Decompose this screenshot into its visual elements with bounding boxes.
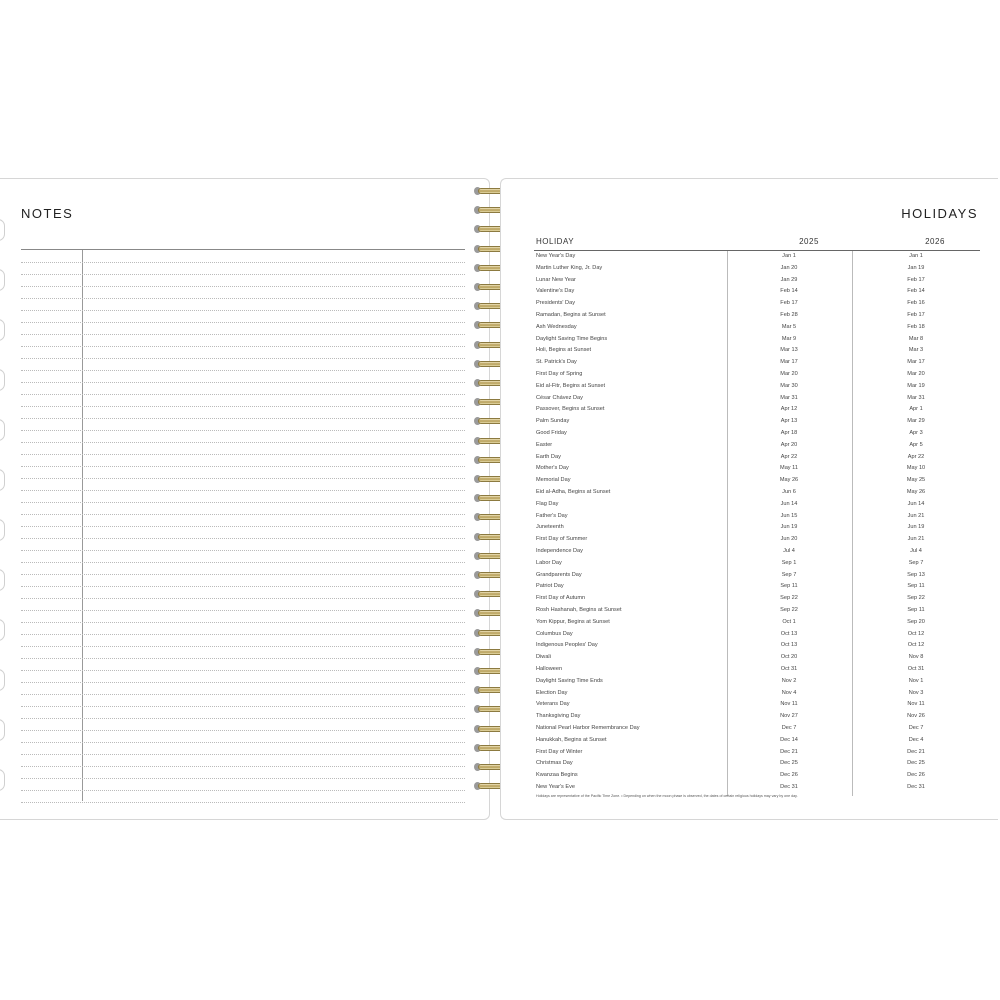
- date-2026: Sep 20: [907, 618, 925, 625]
- date-2026: Apr 22: [907, 453, 925, 460]
- ruled-line: [21, 634, 465, 635]
- date-2026: Feb 18: [907, 323, 925, 330]
- date-2026: May 25: [906, 477, 926, 484]
- ruled-line: [21, 778, 465, 779]
- date-2025: Jan 1: [782, 253, 796, 259]
- date-2026: Oct 12: [907, 630, 925, 637]
- date-2026: Jun 21: [907, 512, 925, 519]
- table-row: [534, 463, 980, 475]
- date-2026: Oct 31: [907, 666, 925, 672]
- ruled-line: [21, 718, 465, 719]
- table-row: [534, 286, 980, 298]
- table-row: [534, 334, 980, 346]
- holiday-name: Lunar New Year: [536, 276, 576, 283]
- date-2025: Feb 14: [780, 288, 798, 295]
- holiday-name: Earth Day: [536, 453, 561, 460]
- table-row: [534, 581, 980, 593]
- table-row: [534, 452, 980, 464]
- date-2025: Oct 13: [780, 642, 798, 649]
- holiday-name: Columbus Day: [536, 630, 573, 637]
- holiday-name: New Year's Day: [536, 253, 576, 259]
- tab-notch: [0, 219, 5, 241]
- table-header: [534, 235, 980, 251]
- date-2025: Apr 13: [780, 418, 798, 425]
- date-2025: Jun 19: [780, 524, 798, 531]
- date-2025: Apr 20: [780, 441, 798, 448]
- date-2025: Oct 31: [780, 666, 798, 672]
- ruled-line: [21, 562, 465, 563]
- table-row: [534, 605, 980, 617]
- holiday-name: Good Friday: [536, 430, 567, 436]
- holiday-name: Martin Luther King, Jr. Day: [536, 264, 603, 271]
- date-2026: Mar 3: [908, 347, 924, 354]
- table-row: [534, 310, 980, 322]
- date-2025: Jun 6: [782, 489, 796, 495]
- date-2026: Sep 11: [907, 607, 925, 613]
- date-2025: Oct 13: [780, 630, 798, 637]
- table-row: [534, 735, 980, 747]
- date-2025: Jan 29: [780, 276, 798, 283]
- holiday-name: Halloween: [536, 666, 563, 672]
- holiday-name: Independence Day: [536, 548, 583, 554]
- ruled-line: [21, 742, 465, 743]
- holiday-name: Valentine's Day: [536, 288, 575, 295]
- date-2026: Jan 19: [907, 264, 925, 271]
- holiday-name: Palm Sunday: [536, 418, 570, 425]
- ruled-line: [21, 394, 465, 395]
- table-row: [534, 640, 980, 652]
- date-2026: Jul 4: [910, 548, 922, 554]
- table-row: [534, 534, 980, 546]
- table-row: [534, 522, 980, 534]
- table-row: [534, 322, 980, 334]
- date-2026: Mar 20: [907, 371, 925, 377]
- holiday-name: Easter: [536, 441, 553, 448]
- date-2025: Dec 31: [780, 784, 798, 790]
- date-2025: Jan 20: [780, 264, 798, 271]
- holiday-name: Grandparents Day: [536, 571, 582, 578]
- date-2026: May 10: [906, 465, 926, 472]
- ruled-line: [21, 406, 465, 407]
- date-2026: Dec 7: [908, 725, 924, 731]
- holiday-name: First Day of Summer: [536, 536, 588, 543]
- date-2025: Jun 20: [780, 536, 798, 543]
- tab-notch: [0, 719, 5, 741]
- table-row: [534, 699, 980, 711]
- table-row: [534, 546, 980, 558]
- date-2026: Jun 14: [907, 500, 925, 507]
- table-body: [534, 251, 980, 796]
- table-row: [534, 629, 980, 641]
- date-2025: Apr 12: [780, 406, 798, 413]
- tab-notch: [0, 469, 5, 491]
- tab-notch: [0, 369, 5, 391]
- date-2026: May 26: [906, 489, 926, 495]
- ruled-line: [21, 298, 465, 299]
- column-header-2026: 2026: [925, 237, 945, 246]
- date-2026: Feb 16: [907, 300, 925, 307]
- holiday-name: Daylight Saving Time Begins: [536, 335, 608, 342]
- date-2025: Mar 13: [780, 347, 798, 354]
- ruled-line: [21, 610, 465, 611]
- table-row: [534, 393, 980, 405]
- date-2025: Nov 4: [781, 689, 797, 696]
- ruled-line: [21, 430, 465, 431]
- table-row: [534, 664, 980, 676]
- table-row: [534, 428, 980, 440]
- notes-lined-area[interactable]: [21, 249, 465, 801]
- date-2025: Jun 14: [780, 500, 798, 507]
- date-2026: Feb 17: [907, 312, 925, 318]
- date-2026: Dec 31: [907, 784, 925, 790]
- ruled-line: [21, 766, 465, 767]
- table-row: [534, 723, 980, 735]
- page-tab-edge: [0, 179, 6, 819]
- holiday-name: Father's Day: [536, 512, 568, 519]
- column-header-holiday: HOLIDAY: [536, 237, 575, 246]
- date-2025: Mar 30: [780, 382, 798, 389]
- ruled-line: [21, 442, 465, 443]
- holiday-name: Veterans Day: [536, 701, 570, 708]
- date-2025: Oct 1: [782, 618, 796, 625]
- table-row: [534, 711, 980, 723]
- date-2026: Feb 14: [907, 288, 925, 295]
- date-2025: Mar 20: [780, 371, 798, 377]
- date-2026: Apr 1: [909, 406, 923, 413]
- holiday-table: [534, 235, 980, 796]
- holiday-name: Indigenous Peoples' Day: [536, 642, 598, 649]
- tab-notch: [0, 769, 5, 791]
- date-2026: Mar 19: [907, 382, 925, 389]
- table-row: [534, 617, 980, 629]
- notes-page: [0, 178, 490, 820]
- table-row: [534, 263, 980, 275]
- date-2025: Jun 15: [780, 512, 798, 519]
- date-2025: Nov 11: [780, 701, 798, 708]
- table-row: [534, 475, 980, 487]
- table-row: [534, 404, 980, 416]
- date-2026: Nov 3: [908, 689, 924, 696]
- date-2026: Feb 17: [907, 276, 925, 283]
- holiday-name: Thanksgiving Day: [536, 713, 581, 720]
- table-row: [534, 570, 980, 582]
- ruled-line: [21, 526, 465, 527]
- ruled-line: [21, 514, 465, 515]
- holiday-name: Labor Day: [536, 559, 562, 566]
- ruled-line: [21, 754, 465, 755]
- tab-notch: [0, 419, 5, 441]
- date-2025: Oct 20: [780, 654, 798, 661]
- column-header-2025: 2025: [799, 237, 819, 246]
- holiday-name: Ramadan, Begins at Sunset: [536, 312, 606, 318]
- holiday-name: César Chávez Day: [536, 394, 583, 401]
- tab-notch: [0, 269, 5, 291]
- date-2026: Mar 17: [907, 359, 925, 366]
- ruled-line: [21, 790, 465, 791]
- date-2026: Mar 31: [907, 394, 925, 401]
- date-2025: Mar 17: [780, 359, 798, 366]
- holiday-name: Hanukkah, Begins at Sunset: [536, 736, 607, 743]
- ruled-line: [21, 670, 465, 671]
- date-2026: Dec 25: [907, 760, 925, 767]
- ruled-line: [21, 478, 465, 479]
- ruled-line: [21, 586, 465, 587]
- tab-notch: [0, 569, 5, 591]
- tab-notch: [0, 669, 5, 691]
- date-2025: Mar 9: [781, 335, 797, 342]
- date-2026: Dec 4: [908, 736, 924, 743]
- ruled-line: [21, 694, 465, 695]
- date-2025: Apr 22: [780, 453, 798, 460]
- ruled-line: [21, 322, 465, 323]
- date-2026: Sep 13: [907, 571, 925, 578]
- table-row: [534, 251, 980, 263]
- holiday-name: Presidents' Day: [536, 300, 575, 307]
- ruled-line: [21, 274, 465, 275]
- table-row: [534, 487, 980, 499]
- holiday-name: Election Day: [536, 689, 568, 696]
- holiday-name: Holi, Begins at Sunset: [536, 347, 592, 354]
- holiday-name: Christmas Day: [536, 760, 573, 767]
- ruled-line: [21, 682, 465, 683]
- ruled-line: [21, 262, 465, 263]
- date-2025: Sep 1: [781, 559, 797, 566]
- date-2025: Nov 2: [781, 677, 797, 684]
- date-2026: Jan 1: [909, 253, 923, 259]
- date-2025: Feb 17: [780, 300, 798, 307]
- date-2025: Dec 21: [780, 748, 798, 755]
- date-2026: Mar 29: [907, 418, 925, 425]
- date-2025: Dec 25: [780, 760, 798, 767]
- tab-notch: [0, 319, 5, 341]
- page-title: HOLIDAYS: [901, 206, 978, 221]
- date-2025: Jul 4: [783, 548, 795, 554]
- date-2025: Mar 31: [780, 394, 798, 401]
- table-row: [534, 416, 980, 428]
- date-2026: Dec 26: [907, 772, 925, 779]
- table-row: [534, 298, 980, 310]
- page-title: NOTES: [21, 206, 74, 221]
- holiday-name: New Year's Eve: [536, 784, 576, 790]
- holiday-name: Yom Kippur, Begins at Sunset: [536, 618, 610, 625]
- date-2026: Sep 11: [907, 583, 925, 590]
- ruled-line: [21, 550, 465, 551]
- table-row: [534, 782, 980, 794]
- date-2026: Sep 7: [908, 559, 924, 566]
- holiday-name: Patriot Day: [536, 583, 564, 590]
- holiday-name: First Day of Winter: [536, 748, 583, 755]
- table-row: [534, 652, 980, 664]
- date-2025: May 26: [779, 477, 799, 484]
- ruled-line: [21, 802, 465, 803]
- date-2026: Nov 1: [908, 677, 924, 684]
- holiday-name: First Day of Autumn: [536, 595, 586, 602]
- date-2026: Oct 12: [907, 642, 925, 649]
- table-row: [534, 275, 980, 287]
- ruled-line: [21, 334, 465, 335]
- date-2026: Sep 22: [907, 595, 925, 602]
- ruled-line: [21, 622, 465, 623]
- date-2026: Nov 11: [907, 701, 925, 708]
- date-2026: Jun 19: [907, 524, 925, 531]
- date-2025: Sep 22: [780, 607, 798, 613]
- date-2026: Apr 5: [909, 441, 923, 448]
- table-row: [534, 558, 980, 570]
- holidays-page: [500, 178, 998, 820]
- holiday-name: Rosh Hashanah, Begins at Sunset: [536, 607, 622, 613]
- table-row: [534, 688, 980, 700]
- date-2025: Sep 11: [780, 583, 798, 590]
- holiday-name: Flag Day: [536, 500, 559, 507]
- holiday-name: St. Patrick's Day: [536, 359, 577, 366]
- table-row: [534, 593, 980, 605]
- tab-notch: [0, 619, 5, 641]
- date-2025: Apr 18: [780, 430, 798, 436]
- ruled-line: [21, 382, 465, 383]
- holiday-name: National Pearl Harbor Remembrance Day: [536, 725, 640, 731]
- ruled-line: [21, 502, 465, 503]
- holiday-name: Eid al-Fitr, Begins at Sunset: [536, 382, 606, 389]
- date-2025: May 11: [780, 465, 798, 472]
- ruled-line: [21, 598, 465, 599]
- ruled-line: [21, 370, 465, 371]
- date-2025: Feb 28: [780, 312, 798, 318]
- date-2025: Dec 14: [780, 736, 798, 743]
- holiday-name: Mother's Day: [536, 465, 569, 472]
- date-2026: Jun 21: [907, 536, 925, 543]
- date-2026: Mar 8: [908, 335, 924, 342]
- date-2025: Dec 7: [781, 725, 797, 731]
- table-row: [534, 369, 980, 381]
- holiday-name: Juneteenth: [536, 524, 564, 531]
- table-row: [534, 770, 980, 782]
- ruled-line: [21, 454, 465, 455]
- table-row: [534, 440, 980, 452]
- holiday-name: Memorial Day: [536, 477, 571, 484]
- ruled-line: [21, 310, 465, 311]
- ruled-line: [21, 466, 465, 467]
- table-row: [534, 511, 980, 523]
- ruled-line: [21, 418, 465, 419]
- tab-notch: [0, 519, 5, 541]
- table-row: [534, 345, 980, 357]
- ruled-line: [21, 574, 465, 575]
- holiday-name: Daylight Saving Time Ends: [536, 677, 603, 684]
- holiday-name: Kwanzaa Begins: [536, 772, 578, 779]
- ruled-line: [21, 490, 465, 491]
- ruled-line: [21, 346, 465, 347]
- holiday-name: Passover, Begins at Sunset: [536, 406, 605, 413]
- date-2025: Sep 7: [781, 571, 797, 578]
- date-2025: Mar 5: [781, 323, 797, 330]
- table-row: [534, 499, 980, 511]
- date-2026: Nov 26: [907, 713, 925, 720]
- ruled-line: [21, 646, 465, 647]
- ruled-line: [21, 658, 465, 659]
- table-row: [534, 747, 980, 759]
- holiday-name: Eid al-Adha, Begins at Sunset: [536, 489, 611, 495]
- ruled-line: [21, 538, 465, 539]
- table-row: [534, 758, 980, 770]
- date-2026: Apr 3: [909, 430, 923, 436]
- footnote: Holidays are representative of the Pacific Time Zone. • Depending on when the moon phase is observed, the dates of certain religious holidays may vary by one day.: [536, 794, 798, 798]
- date-2026: Dec 21: [907, 748, 925, 755]
- table-row: [534, 676, 980, 688]
- date-2025: Sep 22: [780, 595, 798, 602]
- ruled-line: [21, 730, 465, 731]
- holiday-name: Ash Wednesday: [536, 323, 577, 330]
- date-2025: Nov 27: [780, 713, 798, 720]
- ruled-line: [21, 358, 465, 359]
- table-row: [534, 381, 980, 393]
- date-2025: Dec 26: [780, 772, 798, 779]
- date-2026: Nov 8: [908, 654, 924, 661]
- holiday-name: Diwali: [536, 654, 551, 661]
- ruled-line: [21, 286, 465, 287]
- table-row: [534, 357, 980, 369]
- ruled-line: [21, 706, 465, 707]
- holiday-name: First Day of Spring: [536, 371, 583, 377]
